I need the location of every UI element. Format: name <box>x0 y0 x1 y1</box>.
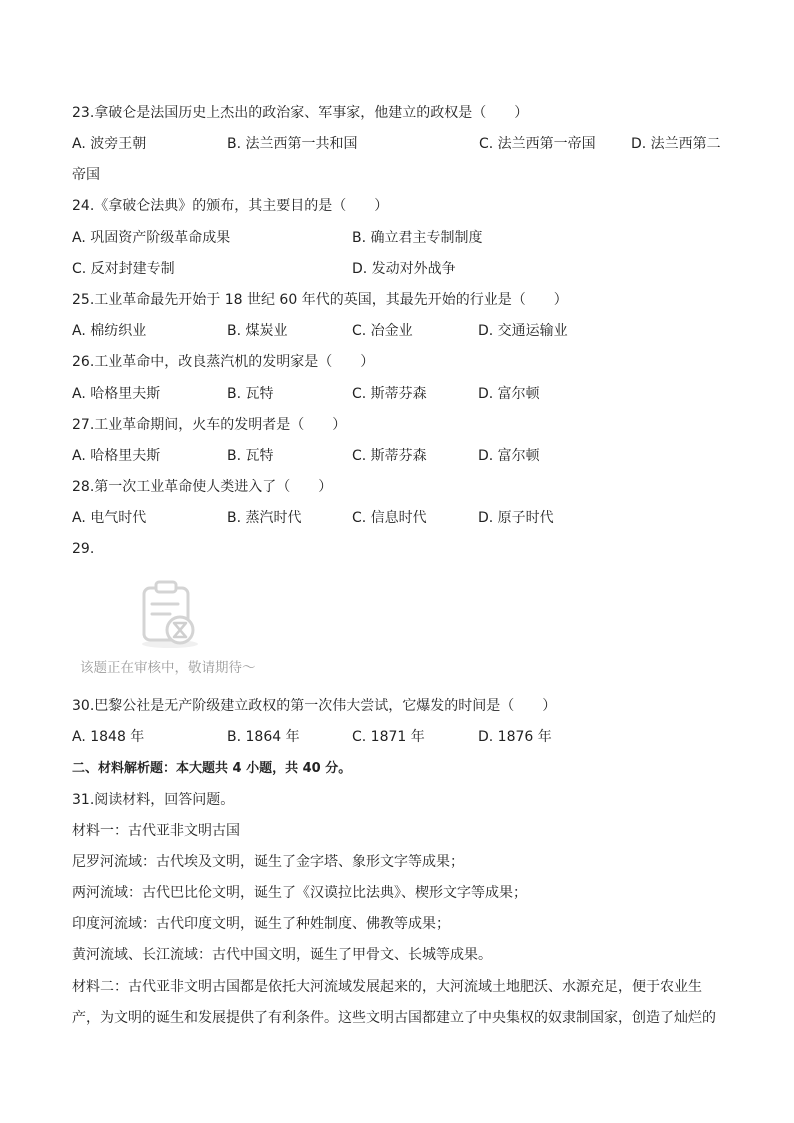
question-24-option-d: D. 发动对外战争 <box>352 261 456 277</box>
material-1-line-2: 两河流域：古代巴比伦文明，诞生了《汉谟拉比法典》、楔形文字等成果； <box>72 885 527 901</box>
question-25-option-c: C. 冶金业 <box>352 323 413 339</box>
question-28-option-a: A. 电气时代 <box>72 510 147 526</box>
question-24-option-b: B. 确立君主专制制度 <box>352 230 483 246</box>
question-25-option-b: B. 煤炭业 <box>227 323 288 339</box>
material-1-line-3: 印度河流域：古代印度文明，诞生了种姓制度、佛教等成果； <box>72 916 450 932</box>
question-23-option-d-wrap: 帝国 <box>72 167 100 183</box>
question-26-option-b: B. 瓦特 <box>227 386 274 402</box>
question-26-option-a: A. 哈格里夫斯 <box>72 386 161 402</box>
question-24-option-a: A. 巩固资产阶级革命成果 <box>72 230 231 246</box>
question-27-option-d: D. 富尔顿 <box>478 448 540 464</box>
question-29-number: 29. <box>72 541 95 557</box>
question-31-stem: 31.阅读材料，回答问题。 <box>72 792 235 808</box>
question-28-stem: 28.第一次工业革命使人类进入了（ ） <box>72 479 333 495</box>
question-30-option-d: D. 1876 年 <box>478 729 552 745</box>
question-25-option-a: A. 棉纺织业 <box>72 323 147 339</box>
question-26-option-d: D. 富尔顿 <box>478 386 540 402</box>
question-24-stem: 24.《拿破仑法典》的颁布，其主要目的是（ ） <box>72 198 389 214</box>
material-1-line-1: 尼罗河流域：古代埃及文明，诞生了金字塔、象形文字等成果； <box>72 854 464 870</box>
question-26-stem: 26.工业革命中，改良蒸汽机的发明家是（ ） <box>72 354 375 370</box>
material-1-title: 材料一：古代亚非文明古国 <box>72 823 240 839</box>
question-27-option-b: B. 瓦特 <box>227 448 274 464</box>
material-2-line-1: 材料二：古代亚非文明古国都是依托大河流域发展起来的，大河流域土地肥沃、水源充足，便于农业生 <box>72 979 702 995</box>
question-27-option-c: C. 斯蒂芬森 <box>352 448 427 464</box>
question-23-option-b: B. 法兰西第一共和国 <box>227 136 358 152</box>
question-27-option-a: A. 哈格里夫斯 <box>72 448 161 464</box>
section-2-heading: 二、材料解析题：本大题共 4 小题，共 40 分。 <box>72 761 352 776</box>
review-pending-text: 该题正在审核中，敬请期待～ <box>80 660 256 676</box>
question-30-option-b: B. 1864 年 <box>227 729 300 745</box>
question-25-stem: 25.工业革命最先开始于 18 世纪 60 年代的英国，其最先开始的行业是（ ） <box>72 292 568 308</box>
question-23-stem: 23.拿破仑是法国历史上杰出的政治家、军事家，他建立的政权是（ ） <box>72 105 529 121</box>
question-23-option-a: A. 波旁王朝 <box>72 136 147 152</box>
question-28-option-d: D. 原子时代 <box>478 510 554 526</box>
material-2-line-2: 产，为文明的诞生和发展提供了有利条件。这些文明古国都建立了中央集权的奴隶制国家，创造了灿烂的 <box>72 1010 716 1026</box>
question-30-stem: 30.巴黎公社是无产阶级建立政权的第一次伟大尝试，它爆发的时间是（ ） <box>72 698 557 714</box>
question-24-option-c: C. 反对封建专制 <box>72 261 175 277</box>
question-27-stem: 27.工业革命期间，火车的发明者是（ ） <box>72 417 347 433</box>
review-pending-placeholder <box>72 574 272 684</box>
question-30-option-c: C. 1871 年 <box>352 729 425 745</box>
question-23-option-d: D. 法兰西第二 <box>631 136 721 152</box>
question-28-option-c: C. 信息时代 <box>352 510 427 526</box>
question-30-option-a: A. 1848 年 <box>72 729 145 745</box>
question-28-option-b: B. 蒸汽时代 <box>227 510 302 526</box>
question-26-option-c: C. 斯蒂芬森 <box>352 386 427 402</box>
material-1-line-4: 黄河流域、长江流域：古代中国文明，诞生了甲骨文、长城等成果。 <box>72 947 492 963</box>
clipboard-hourglass-icon <box>134 578 206 650</box>
question-23-option-c: C. 法兰西第一帝国 <box>479 136 596 152</box>
question-25-option-d: D. 交通运输业 <box>478 323 568 339</box>
